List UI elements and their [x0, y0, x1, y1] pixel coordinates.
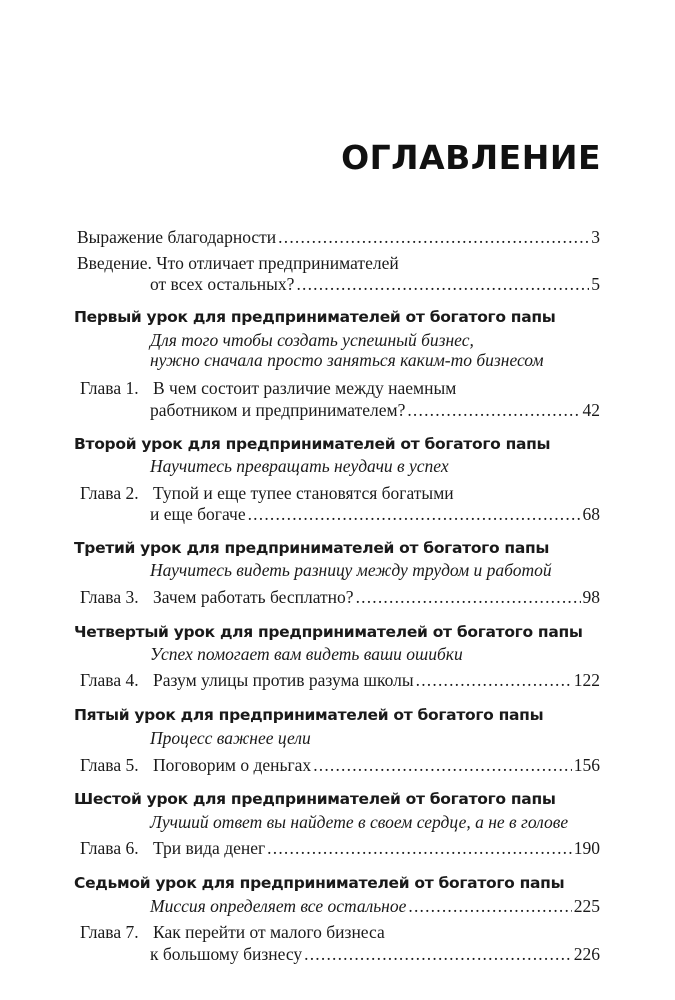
- lesson-subtitle: нужно сначала просто заняться каким-то бизнесом: [150, 350, 544, 370]
- lesson-heading: Шестой урок для предпринимателей от богатого папы: [74, 790, 556, 808]
- page-number: 3: [591, 227, 600, 247]
- lesson-heading: Пятый урок для предпринимателей от богатого папы: [74, 706, 544, 724]
- chapter-label: Глава 3.: [80, 587, 139, 607]
- toc-entry: [77, 226, 600, 248]
- chapter-label: Глава 2.: [80, 483, 139, 503]
- lesson-subtitle: Успех помогает вам видеть ваши ошибки: [150, 644, 463, 664]
- chapter-entry: [80, 482, 600, 504]
- leader: [313, 754, 572, 776]
- page-number: 122: [573, 670, 600, 690]
- chapter-entry-cont: [150, 503, 600, 525]
- chapter-title: Тупой и еще тупее становятся богатыми: [153, 483, 454, 503]
- lesson-subtitle: Лучший ответ вы найдете в своем сердце, а не в голове: [150, 812, 569, 832]
- toc-entry: [77, 252, 600, 274]
- lesson-heading: Второй урок для предпринимателей от богатого папы: [74, 435, 551, 453]
- toc-entry-cont: [150, 273, 600, 295]
- leader: [248, 503, 581, 525]
- lesson-heading: Четвертый урок для предпринимателей от богатого папы: [74, 623, 583, 641]
- chapter-label: Глава 1.: [80, 378, 139, 398]
- chapter-entry: [80, 921, 600, 943]
- leader: [267, 837, 572, 859]
- chapter-entry: [80, 837, 600, 859]
- chapter-title: работником и предпринимателем?: [150, 400, 406, 420]
- leader: [407, 399, 580, 421]
- chapter-label: Глава 7.: [80, 922, 139, 942]
- chapter-title: Три вида денег: [153, 838, 266, 858]
- chapter-entry: [80, 669, 600, 691]
- chapter-title: к большому бизнесу: [150, 944, 303, 964]
- page-number: 68: [582, 504, 600, 524]
- chapter-title: Зачем работать бесплатно?: [153, 587, 354, 607]
- chapter-title: Поговорим о деньгах: [153, 755, 312, 775]
- chapter-entry: [80, 586, 600, 608]
- page-number: 5: [591, 274, 600, 294]
- page-number: 190: [573, 838, 600, 858]
- entry-text: Введение. Что отличает предпринимателей: [77, 253, 399, 273]
- leader: [278, 226, 589, 248]
- chapter-title: В чем состоит различие между наемным: [153, 378, 457, 398]
- chapter-label: Глава 6.: [80, 838, 139, 858]
- leader: [296, 273, 589, 295]
- entry-text: от всех остальных?: [150, 274, 295, 294]
- chapter-label: Глава 4.: [80, 670, 139, 690]
- page-number: 98: [582, 587, 600, 607]
- leader: [408, 895, 571, 917]
- lesson-subtitle: Для того чтобы создать успешный бизнес,: [150, 330, 474, 350]
- chapter-title: Разум улицы против разума школы: [153, 670, 414, 690]
- chapter-label: Глава 5.: [80, 755, 139, 775]
- lesson-heading: Первый урок для предпринимателей от богатого папы: [74, 308, 556, 326]
- chapter-entry: [80, 754, 600, 776]
- lesson-subtitle: Миссия определяет все остальное: [150, 896, 407, 916]
- chapter-entry-cont: [150, 399, 600, 421]
- page-number: 42: [582, 400, 600, 420]
- lesson-heading: Седьмой урок для предпринимателей от богатого папы: [74, 874, 565, 892]
- chapter-title: и еще богаче: [150, 504, 246, 524]
- chapter-entry-cont: [150, 943, 600, 965]
- lesson-subtitle-entry: [150, 895, 600, 917]
- page-title: ОГЛАВЛЕНИЕ: [341, 138, 601, 177]
- page-number: 225: [573, 896, 600, 916]
- lesson-subtitle: Процесс важнее цели: [150, 728, 311, 748]
- chapter-entry: [80, 377, 600, 399]
- lesson-heading: Третий урок для предпринимателей от богатого папы: [74, 539, 550, 557]
- entry-text: Выражение благодарности: [77, 227, 277, 247]
- page-number: 226: [573, 944, 600, 964]
- lesson-subtitle: Научитесь превращать неудачи в успех: [150, 456, 449, 476]
- leader: [356, 586, 581, 608]
- page-number: 156: [573, 755, 600, 775]
- leader: [416, 669, 572, 691]
- chapter-title: Как перейти от малого бизнеса: [153, 922, 385, 942]
- lesson-subtitle: Научитесь видеть разницу между трудом и работой: [150, 560, 552, 580]
- leader: [304, 943, 572, 965]
